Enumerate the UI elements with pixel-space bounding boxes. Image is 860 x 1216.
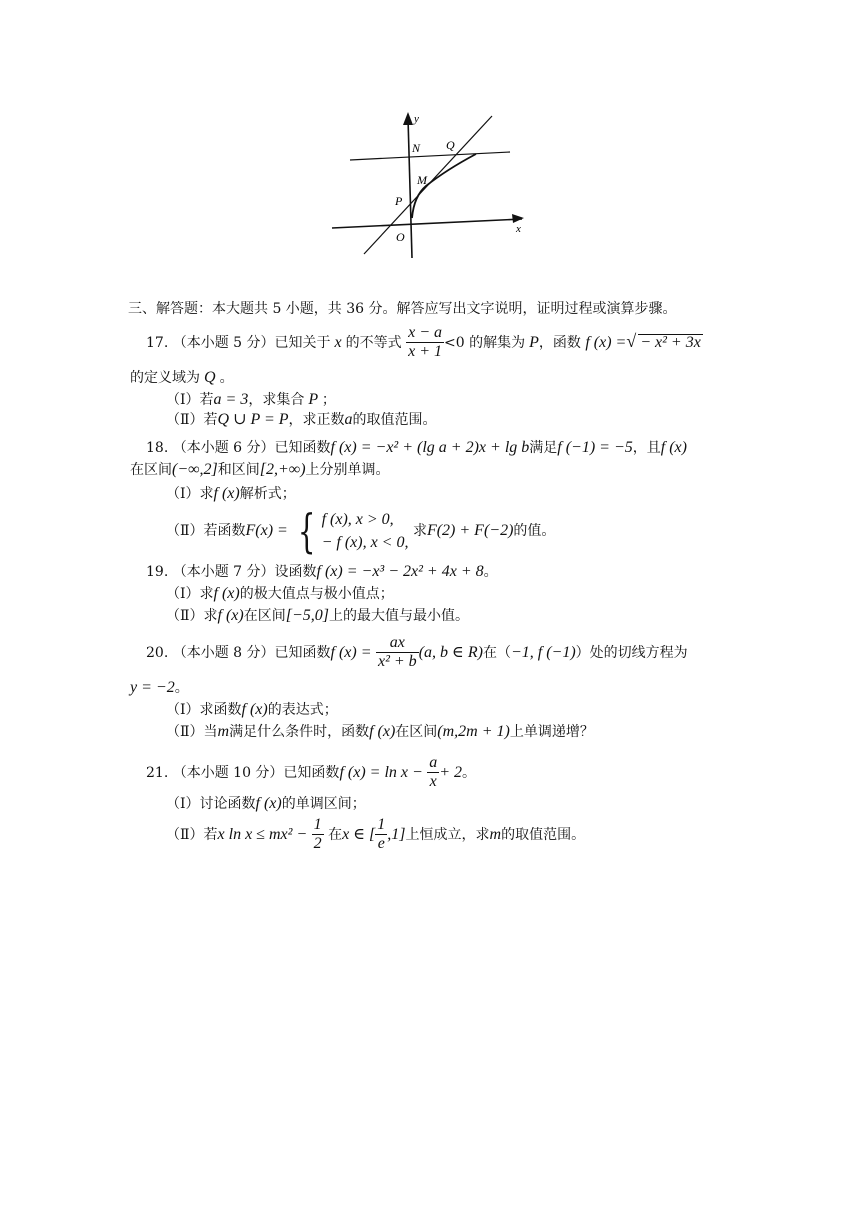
q21-part2: （Ⅱ）若x ln x ≤ mx² − $\frac{1}{2}$ 在x ∈ [ $\frac{1}{e}$ ,1]上恒成立，求m的取值范围。 xyxy=(166,816,586,853)
point-label-M: M xyxy=(417,173,427,187)
x-axis xyxy=(332,219,522,228)
q18-line2: 在区间(−∞,2]和区间[2,+∞)上分别单调。 xyxy=(130,461,390,478)
q17-line1: 17. （本小题 5 分）已知关于 x 的不等式 $\frac{x - a}{x + 1}$ <0 的解集为 P，函数 f (x) =√ − x² + 3x xyxy=(146,324,701,361)
q20-line1: 20. （本小题 8 分）已知函数f (x) = $\frac{ax}{\text{x² + b}}$ (a, b ∈ R)在（−1, f (−1)）处的切线方程为 xyxy=(146,634,688,671)
q21-inverse-e-fraction: $\frac{1}{e}$ xyxy=(377,816,386,853)
horizontal-line xyxy=(350,152,510,160)
q20-line2: y = −2。 xyxy=(130,679,189,696)
y-axis-arrow xyxy=(403,112,413,125)
q18-part2: （Ⅱ）若函数F(x) = { f (x), x > 0, − f (x), x < 0, 求F(2) + F(−2)的值。 xyxy=(166,504,556,559)
q20-function-fraction: $\frac{ax}{\text{x² + b}}$ xyxy=(377,634,417,671)
tangent-line-figure xyxy=(326,108,536,264)
x-axis-arrow xyxy=(512,214,524,223)
q21-line1: 21. （本小题 10 分）已知函数f (x) = ln x − $\frac{a}{x}$ + 2。 xyxy=(146,754,477,791)
x-axis-label: x xyxy=(516,223,521,235)
q17-inequality-fraction: $\frac{x - a}{x + 1}$ xyxy=(408,324,442,361)
q20-part2: （Ⅱ）当m满足什么条件时，函数f (x)在区间(m,2m + 1)上单调递增？ xyxy=(166,723,594,740)
q17-line2: 的定义域为 Q 。 xyxy=(130,369,234,386)
q17-part1: （Ⅰ）若a = 3，求集合 P ； xyxy=(166,391,336,408)
q20-part1: （Ⅰ）求函数f (x)的表达式； xyxy=(166,701,338,718)
q21-part1: （Ⅰ）讨论函数f (x)的单调区间； xyxy=(166,795,366,812)
point-label-Q: Q xyxy=(446,138,455,152)
q21-half-fraction: $\frac{1}{2}$ xyxy=(313,816,322,853)
q19-part1: （Ⅰ）求f (x)的极大值点与极小值点； xyxy=(166,585,394,602)
q17-part2: （Ⅱ）若Q ∪ P = P，求正数a的取值范围。 xyxy=(166,411,437,428)
point-label-P: P xyxy=(395,194,403,208)
point-label-O: O xyxy=(396,230,405,244)
point-label-N: N xyxy=(412,141,421,155)
q18-line1: 18. （本小题 6 分）已知函数f (x) = −x² + (lg a + 2)x + lg b满足f (−1) = −5，且f (x) xyxy=(146,439,687,456)
y-axis-label: y xyxy=(414,113,419,125)
q18-part1: （Ⅰ）求f (x)解析式； xyxy=(166,485,296,502)
q19-part2: （Ⅱ）求f (x)在区间[−5,0]上的最大值与最小值。 xyxy=(166,607,469,624)
y-axis xyxy=(408,118,412,258)
q19-line1: 19. （本小题 7 分）设函数f (x) = −x³ − 2x² + 4x + 8。 xyxy=(146,563,498,580)
q21-function-fraction: $\frac{a}{x}$ xyxy=(429,754,438,791)
section-title: 三、解答题：本大题共 5 小题，共 36 分。解答应写出文字说明，证明过程或演算步骤。 xyxy=(128,301,677,317)
